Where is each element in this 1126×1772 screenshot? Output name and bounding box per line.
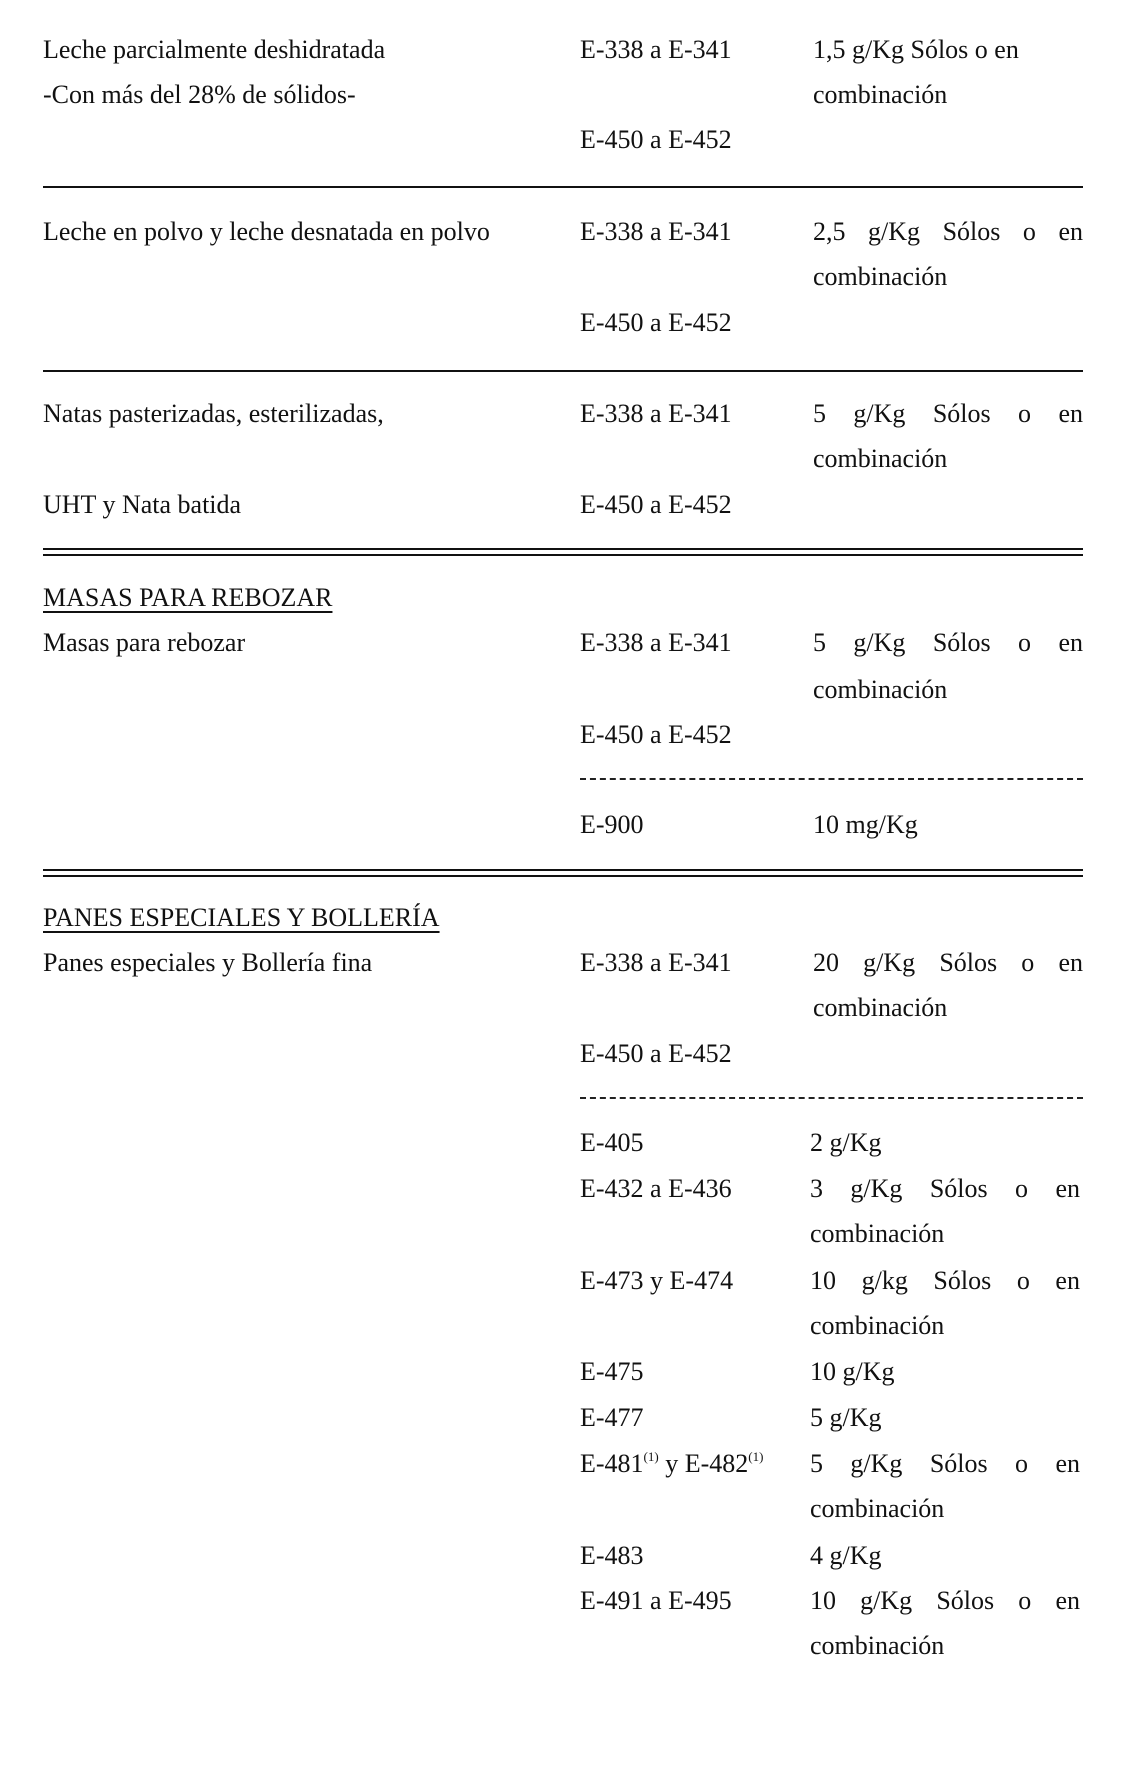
footnote-marker: (1) bbox=[748, 1449, 764, 1464]
row-divider bbox=[43, 370, 1083, 372]
dose-word: o bbox=[1018, 399, 1032, 428]
product-subtitle: -Con más del 28% de sólidos- bbox=[43, 80, 356, 109]
dose-line bbox=[810, 1578, 1080, 1623]
dashed-divider bbox=[580, 778, 1083, 780]
additive-code: E-450 a E-452 bbox=[580, 125, 732, 154]
product-name: Panes especiales y Bollería fina bbox=[43, 948, 373, 977]
dose-word: g/Kg bbox=[853, 399, 906, 428]
additive-code: E-491 a E-495 bbox=[580, 1586, 732, 1615]
product-name: Natas pasterizadas, esterilizadas, bbox=[43, 399, 384, 428]
additive-code bbox=[580, 1441, 763, 1486]
dose-word: Sólos bbox=[929, 1174, 988, 1203]
dose-word: Sólos bbox=[942, 217, 1001, 246]
dose-word: o bbox=[1016, 1266, 1030, 1295]
product-name: Leche en polvo y leche desnatada en polvo bbox=[43, 217, 490, 246]
product-name: UHT y Nata batida bbox=[43, 490, 242, 519]
dose-word: o bbox=[1018, 628, 1032, 657]
additive-code: E-338 a E-341 bbox=[580, 35, 732, 64]
dose-word: g/Kg bbox=[863, 948, 916, 977]
dose-line bbox=[810, 1166, 1080, 1211]
additive-code: E-338 a E-341 bbox=[580, 399, 732, 428]
code-part: E-481 bbox=[580, 1449, 644, 1478]
dose-word: g/Kg bbox=[850, 1174, 903, 1203]
dose-word: Sólos bbox=[929, 1449, 988, 1478]
dose-word: g/Kg bbox=[850, 1449, 903, 1478]
dose-line bbox=[810, 1441, 1080, 1486]
dose-word: g/Kg bbox=[860, 1586, 913, 1615]
additive-code: E-338 a E-341 bbox=[580, 948, 732, 977]
dose-text: combinación bbox=[813, 444, 948, 473]
dose-word: en bbox=[1058, 217, 1083, 246]
dose-line bbox=[813, 391, 1083, 436]
dose-word: 5 bbox=[813, 628, 826, 657]
dose-text: 4 g/Kg bbox=[810, 1541, 882, 1570]
dose-line bbox=[810, 1258, 1080, 1303]
dashed-divider bbox=[580, 1097, 1083, 1099]
additive-code: E-475 bbox=[580, 1357, 644, 1386]
dose-word: en bbox=[1058, 948, 1083, 977]
dose-text: 2 g/Kg bbox=[810, 1128, 882, 1157]
section-heading: MASAS PARA REBOZAR bbox=[43, 583, 333, 612]
dose-text: 1,5 g/Kg Sólos o en bbox=[813, 35, 1019, 64]
dose-word: en bbox=[1055, 1449, 1080, 1478]
dose-word: 5 bbox=[813, 399, 826, 428]
dose-word: 2,5 bbox=[813, 217, 846, 246]
dose-word: en bbox=[1058, 399, 1083, 428]
dose-word: Sólos bbox=[932, 399, 991, 428]
additive-code: E-450 a E-452 bbox=[580, 490, 732, 519]
additive-code: E-338 a E-341 bbox=[580, 628, 732, 657]
additive-code: E-473 y E-474 bbox=[580, 1266, 734, 1295]
dose-text: combinación bbox=[813, 993, 948, 1022]
dose-text: combinación bbox=[810, 1631, 945, 1660]
dose-word: o bbox=[1021, 948, 1035, 977]
additive-code: E-432 a E-436 bbox=[580, 1174, 732, 1203]
product-name: Leche parcialmente deshidratada bbox=[43, 35, 386, 64]
dose-word: g/kg bbox=[861, 1266, 908, 1295]
dose-word: 20 bbox=[813, 948, 839, 977]
dose-text: 5 g/Kg bbox=[810, 1403, 882, 1432]
dose-word: en bbox=[1055, 1266, 1080, 1295]
additive-code: E-450 a E-452 bbox=[580, 308, 732, 337]
row-divider bbox=[43, 186, 1083, 188]
dose-word: 10 bbox=[810, 1266, 836, 1295]
section-divider bbox=[43, 869, 1083, 877]
dose-word: o bbox=[1015, 1449, 1029, 1478]
dose-line bbox=[813, 940, 1083, 985]
additive-code: E-405 bbox=[580, 1128, 644, 1157]
dose-text: combinación bbox=[810, 1494, 945, 1523]
additive-code: E-900 bbox=[580, 810, 644, 839]
dose-line bbox=[813, 620, 1083, 665]
footnote-marker: (1) bbox=[643, 1449, 659, 1464]
dose-text: combinación bbox=[813, 262, 948, 291]
additive-code: E-483 bbox=[580, 1541, 644, 1570]
dose-text: combinación bbox=[810, 1219, 945, 1248]
additive-code: E-450 a E-452 bbox=[580, 720, 732, 749]
dose-word: 5 bbox=[810, 1449, 823, 1478]
section-divider bbox=[43, 548, 1083, 556]
dose-word: en bbox=[1055, 1586, 1080, 1615]
dose-word: en bbox=[1058, 628, 1083, 657]
dose-word: Sólos bbox=[936, 1586, 995, 1615]
dose-word: Sólos bbox=[939, 948, 998, 977]
dose-text: combinación bbox=[813, 80, 948, 109]
product-name: Masas para rebozar bbox=[43, 628, 246, 657]
additive-code: E-477 bbox=[580, 1403, 644, 1432]
dose-word: g/Kg bbox=[853, 628, 906, 657]
dose-text: combinación bbox=[810, 1311, 945, 1340]
dose-word: 3 bbox=[810, 1174, 823, 1203]
dose-word: o bbox=[1018, 1586, 1032, 1615]
section-heading: PANES ESPECIALES Y BOLLERÍA bbox=[43, 903, 440, 932]
dose-word: en bbox=[1055, 1174, 1080, 1203]
dose-word: 10 bbox=[810, 1586, 836, 1615]
dose-word: Sólos bbox=[932, 628, 991, 657]
dose-text: 10 g/Kg bbox=[810, 1357, 895, 1386]
dose-word: o bbox=[1022, 217, 1036, 246]
additive-code: E-338 a E-341 bbox=[580, 217, 732, 246]
additive-code: E-450 a E-452 bbox=[580, 1039, 732, 1068]
dose-line bbox=[813, 209, 1083, 254]
dose-text: combinación bbox=[813, 675, 948, 704]
dose-word: g/Kg bbox=[868, 217, 921, 246]
code-part: y E-482 bbox=[658, 1449, 749, 1478]
dose-text: 10 mg/Kg bbox=[813, 810, 918, 839]
dose-word: Sólos bbox=[933, 1266, 992, 1295]
dose-word: o bbox=[1015, 1174, 1029, 1203]
